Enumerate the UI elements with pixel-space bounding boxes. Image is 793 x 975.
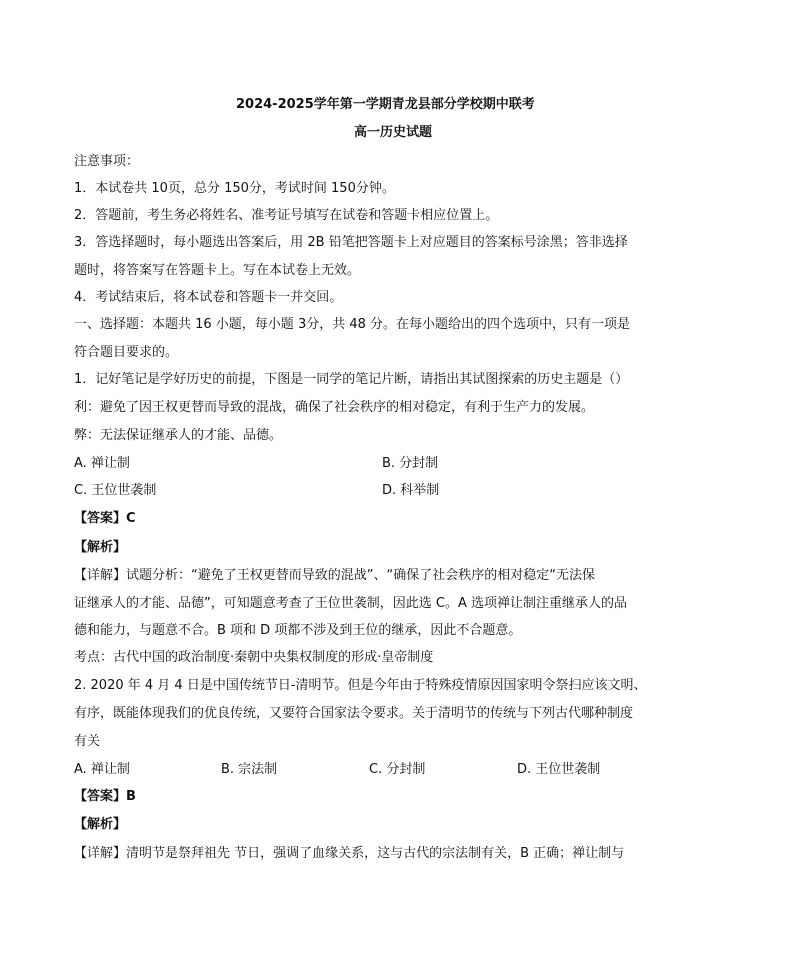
question-1-option-b: B. 分封制 bbox=[382, 456, 439, 471]
question-1-con: 弊：无法保证继承人的才能、品德。 bbox=[74, 428, 283, 443]
question-1-analysis-label: 【解析】 bbox=[74, 540, 127, 555]
question-1-point: 考点：古代中国的政治制度·秦朝中央集权制度的形成·皇帝制度 bbox=[74, 650, 434, 665]
question-1-detail: 德和能力，与题意不合。B 项和 D 项都不涉及到王位的继承，因此不合题意。 bbox=[74, 623, 522, 638]
question-2-analysis-label: 【解析】 bbox=[74, 817, 127, 832]
question-1-option-c: C. 王位世袭制 bbox=[74, 483, 157, 498]
notice-heading: 注意事项： bbox=[74, 154, 140, 169]
section-heading-cont: 符合题目要求的。 bbox=[74, 345, 179, 360]
notice-item: 3．答选择题时，每小题选出答案后，用 2B 铅笔把答题卡上对应题目的答案标号涂黑；答非选择 bbox=[74, 235, 628, 250]
question-2-answer: 【答案】B bbox=[74, 789, 136, 804]
question-1-answer: 【答案】C bbox=[74, 511, 136, 526]
notice-item: 4．考试结束后，将本试卷和答题卡一并交回。 bbox=[74, 290, 343, 305]
question-1-option-a: A. 禅让制 bbox=[74, 456, 130, 471]
notice-item: 2．答题前，考生务必将姓名、准考证号填写在试卷和答题卡相应位置上。 bbox=[74, 208, 499, 223]
question-1-detail: 【详解】试题分析：“避免了王权更替而导致的混战”、“确保了社会秩序的相对稳定“无法保 bbox=[74, 568, 595, 583]
exam-title: 2024-2025学年第一学期青龙县部分学校期中联考 bbox=[236, 97, 535, 112]
question-2-option-a: A. 禅让制 bbox=[74, 762, 130, 777]
question-1-option-d: D. 科举制 bbox=[382, 483, 440, 498]
question-1-pro: 利：避免了因王权更替而导致的混战，确保了社会秩序的相对稳定，有利于生产力的发展。 bbox=[74, 400, 595, 415]
question-2-option-b: B. 宗法制 bbox=[221, 762, 278, 777]
question-1-stem: 1．记好笔记是学好历史的前提，下图是一同学的笔记片断，请指出其试图探索的历史主题是（） bbox=[74, 372, 629, 387]
question-2-stem: 2. 2020 年 4 月 4 日是中国传统节日-清明节。但是今年由于特殊疫情原因国家明令祭扫应该文明、 bbox=[74, 678, 647, 693]
notice-item: 题时，将答案写在答题卡上。写在本试卷上无效。 bbox=[74, 263, 361, 278]
question-2-stem: 有序，既能体现我们的优良传统，又要符合国家法令要求。关于清明节的传统与下列古代哪种制度 bbox=[74, 706, 634, 721]
question-2-option-d: D. 王位世袭制 bbox=[517, 762, 601, 777]
exam-subtitle: 高一历史试题 bbox=[354, 125, 433, 140]
question-1-detail: 证继承人的才能、品德”，可知题意考查了王位世袭制，因此选 C。A 选项禅让制注重继承人的品 bbox=[74, 596, 627, 611]
section-heading: 一、选择题：本题共 16 小题，每小题 3分，共 48 分。在每小题给出的四个选项中，只有一项是 bbox=[74, 317, 631, 332]
question-2-detail: 【详解】清明节是祭拜祖先 节日，强调了血缘关系，这与古代的宗法制有关，B 正确；禅让制与 bbox=[74, 846, 625, 861]
question-2-stem: 有关 bbox=[74, 734, 101, 749]
notice-item: 1．本试卷共 10页，总分 150分，考试时间 150分钟。 bbox=[74, 181, 395, 196]
question-2-option-c: C. 分封制 bbox=[369, 762, 426, 777]
